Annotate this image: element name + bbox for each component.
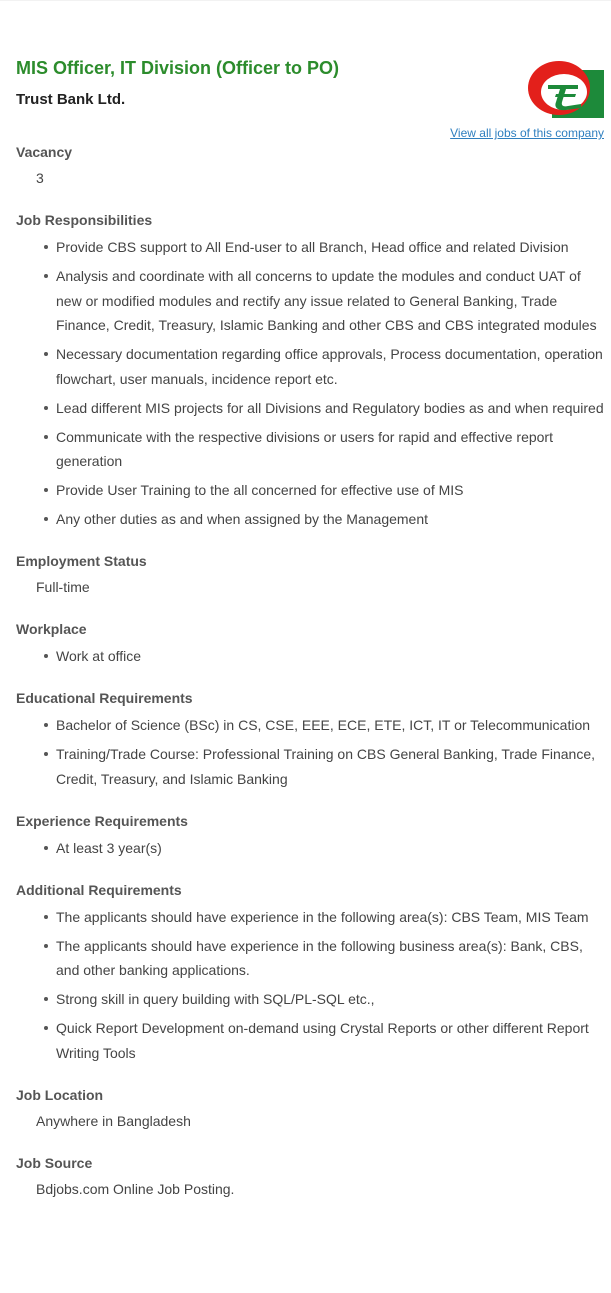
- section-heading: Job Location: [16, 1086, 104, 1103]
- job-source-value: Bdjobs.com Online Job Posting.: [36, 1180, 235, 1197]
- experience-list: [16, 836, 606, 861]
- employment-status-value: Full-time: [36, 579, 90, 595]
- section-heading: Job Source: [16, 1154, 93, 1171]
- company-name: Trust Bank Ltd.: [16, 91, 126, 108]
- employment-status-section: [16, 552, 606, 596]
- list-item: Lead different MIS projects for all Divisions and Regulatory bodies as and when required: [56, 396, 606, 421]
- list-item: Strong skill in query building with SQL/PL-SQL etc.,: [56, 987, 606, 1012]
- list-item: At least 3 year(s): [56, 836, 606, 861]
- section-heading: Workplace: [16, 621, 87, 637]
- list-item: Communicate with the respective divisions or users for rapid and effective report generation: [56, 425, 606, 474]
- section-heading: Vacancy: [16, 144, 73, 160]
- job-title: MIS Officer, IT Division (Officer to PO): [16, 58, 340, 78]
- responsibilities-section: [16, 211, 606, 532]
- list-item: Any other duties as and when assigned by the Management: [56, 507, 606, 532]
- additional-requirements-section: [16, 881, 606, 1066]
- workplace-section: [16, 620, 606, 669]
- list-item: Analysis and coordinate with all concerns to update the modules and conduct UAT of new or modified modules and rectify any issue related to General Banking, Trade Finance, Credit, Treasury, Islamic Banking and other CBS and CBS integrated modules: [56, 264, 606, 338]
- section-heading: Experience Requirements: [16, 812, 188, 829]
- list-item: Work at office: [56, 644, 606, 669]
- section-heading: Employment Status: [16, 553, 147, 569]
- job-location-section: [16, 1086, 606, 1130]
- job-details: [16, 143, 606, 1198]
- list-item: The applicants should have experience in the following business area(s): Bank, CBS, and other banking applications.: [56, 934, 606, 983]
- list-item: Provide User Training to the all concerned for effective use of MIS: [56, 478, 606, 503]
- education-list: [16, 713, 606, 791]
- list-item: Training/Trade Course: Professional Training on CBS General Banking, Trade Finance, Credit, Treasury, and Islamic Banking: [56, 742, 606, 791]
- workplace-list: [16, 644, 606, 669]
- job-header: [16, 56, 516, 110]
- vacancy-section: [16, 143, 606, 187]
- experience-section: [16, 812, 606, 861]
- list-item: The applicants should have experience in the following area(s): CBS Team, MIS Team: [56, 905, 606, 930]
- list-item: Provide CBS support to All End-user to all Branch, Head office and related Division: [56, 235, 606, 260]
- view-all-jobs-link[interactable]: View all jobs of this company: [450, 126, 604, 140]
- section-heading: Additional Requirements: [16, 881, 182, 898]
- list-item: Necessary documentation regarding office approvals, Process documentation, operation flowchart, user manuals, incidence report etc.: [56, 342, 606, 391]
- list-item: Bachelor of Science (BSc) in CS, CSE, EEE, ECE, ETE, ICT, IT or Telecommunication: [56, 713, 606, 738]
- responsibilities-list: [16, 235, 606, 532]
- section-heading: Educational Requirements: [16, 690, 193, 706]
- additional-requirements-list: [16, 905, 606, 1066]
- education-section: [16, 689, 606, 791]
- job-source-section: [16, 1154, 606, 1198]
- list-item: Quick Report Development on-demand using Crystal Reports or other different Report Writing Tools: [56, 1016, 606, 1065]
- section-heading: Job Responsibilities: [16, 212, 153, 228]
- vacancy-value: 3: [36, 170, 44, 186]
- company-logo: [526, 58, 605, 119]
- top-divider: [0, 0, 611, 1]
- trust-bank-logo-icon: [526, 58, 605, 119]
- job-location-value: Anywhere in Bangladesh: [36, 1112, 191, 1129]
